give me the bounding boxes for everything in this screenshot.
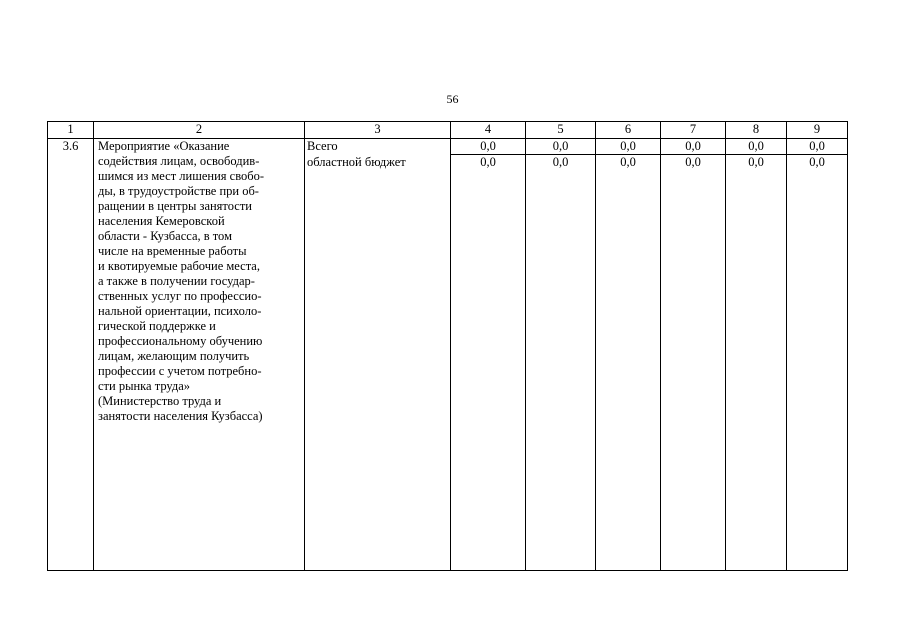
- header-cell: 3: [305, 122, 451, 139]
- source-label: Всего: [305, 139, 451, 155]
- funding-table: [47, 121, 848, 571]
- value-cell: 0,0: [451, 139, 526, 155]
- value-cell: 0,0: [726, 139, 787, 155]
- page-number: 56: [446, 92, 459, 106]
- header-cell: 7: [661, 122, 726, 139]
- header-cell: 9: [787, 122, 848, 139]
- table-row: [48, 139, 848, 155]
- value-cell: 0,0: [451, 155, 526, 571]
- value-cell: 0,0: [661, 155, 726, 571]
- activity-description: Мероприятие «Оказание содействия лицам, освободив- шимся из мест лишения свобо- ды, в трудоустройстве при об- ращении в центры занятости населения Кемеровской области - Кузбасса, в том числе на временные работы и квотируемые рабочие места, а также в получении государ- ственных услуг по профессио- нальной ориентации, психоло- гической поддержке и профессиональному обучению лицам, желающим получить профессии с учетом потребно- сти рынка труда» (Министерство труда и занятости населения Кузбасса): [94, 139, 305, 571]
- value-cell: 0,0: [526, 155, 596, 571]
- header-cell: 8: [726, 122, 787, 139]
- value-cell: 0,0: [526, 139, 596, 155]
- row-number: 3.6: [48, 139, 94, 571]
- header-cell: 1: [48, 122, 94, 139]
- value-cell: 0,0: [726, 155, 787, 571]
- source-label: областной бюджет: [305, 155, 451, 571]
- table-header-row: [48, 122, 848, 139]
- value-cell: 0,0: [787, 139, 848, 155]
- value-cell: 0,0: [787, 155, 848, 571]
- value-cell: 0,0: [596, 155, 661, 571]
- header-cell: 2: [94, 122, 305, 139]
- value-cell: 0,0: [596, 139, 661, 155]
- header-cell: 6: [596, 122, 661, 139]
- header-cell: 4: [451, 122, 526, 139]
- value-cell: 0,0: [661, 139, 726, 155]
- header-cell: 5: [526, 122, 596, 139]
